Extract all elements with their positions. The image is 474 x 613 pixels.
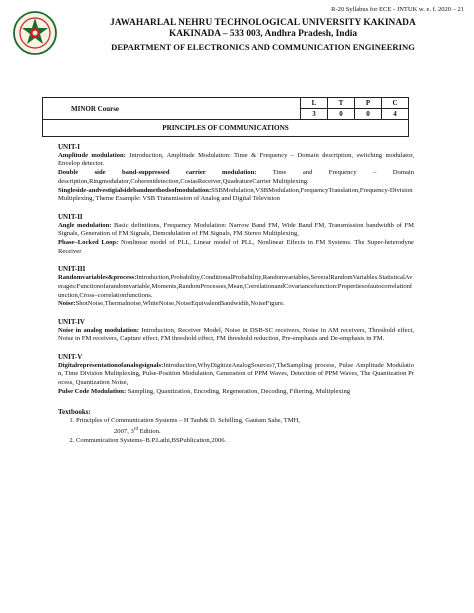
unit-paragraph: Digitalrepresentationofanalogsignals:Introduction,WhyDigitizeAnalogSources?,TheSampling process, Pulse Amplitude Modulation, Time Division Multiplexing, Pulse-Position Modulation, Generation of PPM Waves, Detection of PPM Waves, The Quantization Process, Quantization Noise,: [58, 361, 414, 387]
course-type: MINOR Course: [43, 98, 301, 120]
unit-paragraph: Phase–Locked Loop: Nonlinear model of PLL, Linear model of PLL, Nonlinear Effects in FM Systems. The Super-heterodyne Receiver: [58, 239, 414, 255]
ltpc-value-c: 4: [382, 109, 409, 120]
ltpc-header-t: T: [328, 98, 355, 109]
unit-paragraph: Pulse Code Modulation: Sampling, Quantization, Encoding, Regeneration, Decoding, Filtering, Multiplexing: [58, 387, 351, 395]
unit-paragraph: Randomvariables&process:Introduction,Probability,ConditionalProbability,Randomvariables,SeveralRandomVariables.StatisticalAverages:Functionofarandomvariable,Moments,RandomProcesses,Mean,CorrelationandCovariancefunction:Propertiesofautocorrelationfunction,Cross–correlationfunctions.: [58, 274, 413, 299]
unit-paragraph: Singleside-andvestigialsidebandmethodsofmodulation:SSBModulation,VSBModulation,FrequencyTranslation,Frequency-Division Multiplexing, Theme Example: VSB Transmission of Analog and Digital Television: [58, 186, 413, 203]
ltpc-header-l: L: [301, 98, 328, 109]
course-table: [42, 97, 409, 137]
unit-paragraph: Double side band-suppressed carrier modulation: Time and Frequency – Domain description,Ringmodulator,Coherentdetection,CostasReceiver,QuadratureCarrier Multiplexing.: [58, 169, 414, 185]
unit-section: [58, 143, 414, 204]
syllabus-content: [58, 143, 414, 446]
unit-section: [58, 318, 414, 344]
university-logo: [12, 10, 58, 56]
unit-section: [58, 213, 414, 257]
ltpc-value-l: 3: [301, 109, 328, 120]
textbook-item: 2. Communication Systems–B.P.Lathi,BSPublication,2006.: [76, 437, 414, 446]
unit-paragraph: Amplitude modulation: Introduction, Amplitude Modulation: Time & Frequency – Domain description, switching modulator, Envelop detector.: [58, 151, 414, 168]
department-name: DEPARTMENT OF ELECTRONICS AND COMMUNICATION ENGINEERING: [111, 42, 415, 52]
ltpc-value-t: 0: [328, 109, 355, 120]
textbook-list: [58, 417, 414, 445]
university-name: JAWAHARLAL NEHRU TECHNOLOGICAL UNIVERSITY KAKINADA: [110, 18, 416, 28]
textbook-item: 1. Principles of Communication Systems – H Taub& D. Schilling, Gautam Sahe, TMH, 2007, 3rd Edition.: [76, 417, 414, 437]
course-title: PRINCIPLES OF COMMUNICATIONS: [43, 120, 409, 137]
unit-heading: UNIT-IV: [58, 317, 85, 326]
unit-section: [58, 265, 414, 309]
university-header: [60, 18, 466, 52]
ltpc-header-p: P: [355, 98, 382, 109]
unit-paragraph: Angle modulation: Basic definitions, Frequency Modulation: Narrow Band FM, Wide Band FM, Transmission bandwidth of FM Signals, Generation of FM Signals, Demodulation of FM Signals, FM Stereo Multiplexing,: [58, 221, 414, 238]
ltpc-value-p: 0: [355, 109, 382, 120]
textbooks-heading: Textbooks:: [58, 407, 91, 416]
unit-paragraph: Noise:ShotNoise,Thermalnoise,WhiteNoise,NoiseEquivalentBandwidth,NoiseFigure.: [58, 300, 285, 308]
university-address: KAKINADA – 533 003, Andhra Pradesh, India: [168, 29, 358, 39]
header-note: R-20 Syllabus for ECE - JNTUK w. e. f. 2020 – 21: [331, 6, 464, 13]
unit-paragraph: Noise in analog modulation: Introduction, Receiver Model, Noise in DSB-SC receivers, Noise in AM receivers, Threshold effect, Noise in FM receivers, Capture effect, FM threshold effect, FM threshold reduction, Pre-emphasis and De-emphasis in FM.: [58, 326, 414, 343]
unit-heading: UNIT-I: [58, 143, 80, 151]
unit-heading: UNIT-II: [58, 212, 83, 221]
ltpc-header-c: C: [382, 98, 409, 109]
unit-heading: UNIT-V: [58, 353, 83, 362]
unit-heading: UNIT-III: [58, 265, 86, 274]
unit-section: [58, 353, 414, 397]
